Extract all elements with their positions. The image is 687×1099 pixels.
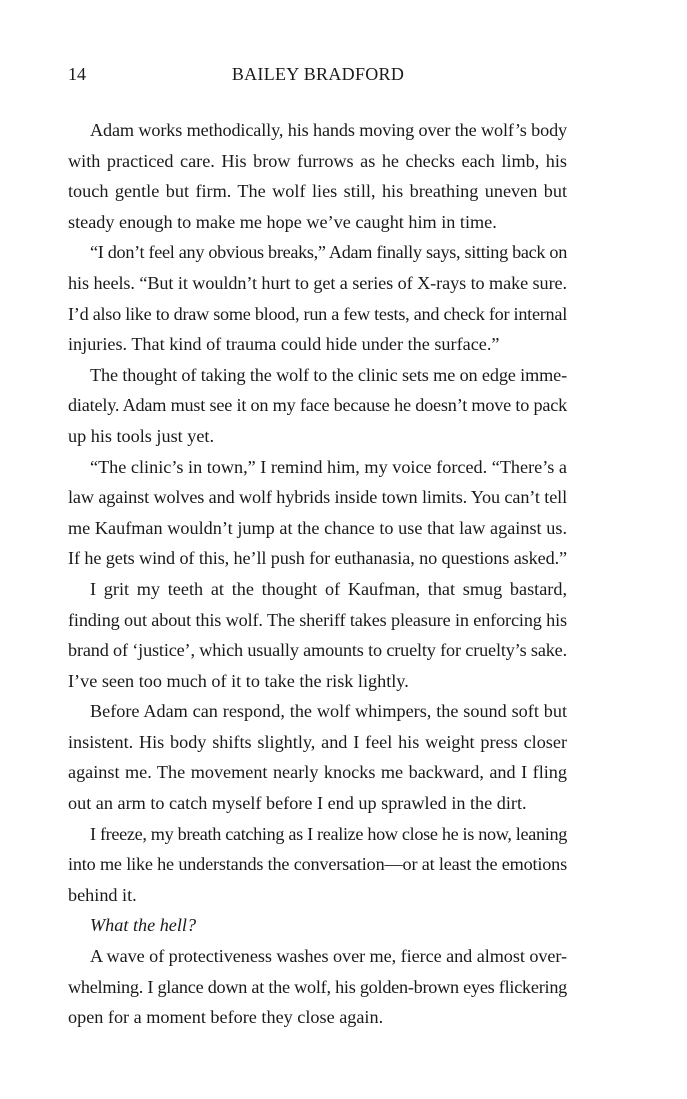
text-line: behind it. xyxy=(68,884,137,905)
text-line: brand of ‘justice’, which usually amounts to cruelty for cruelty’s sake. xyxy=(68,640,567,661)
paragraph xyxy=(68,115,567,237)
text-line: “The clinic’s in town,” I remind him, my voice forced. “There’s a xyxy=(90,456,567,477)
text-line: steady enough to make me hope we’ve caught him in time. xyxy=(68,211,497,232)
text-line: open for a moment before they close again. xyxy=(68,1007,384,1028)
text-line: whelming. I glance down at the wolf, his golden-brown eyes flickering xyxy=(68,976,568,997)
text-line: his heels. “But it wouldn’t hurt to get a series of X-rays to make sure. xyxy=(68,272,568,293)
text-line: insistent. His body shifts slightly, and I feel his weight press closer xyxy=(68,731,567,752)
text-line: diately. Adam must see it on my face because he doesn’t move to pack xyxy=(68,395,567,416)
paragraph xyxy=(68,910,567,941)
page-number: 14 xyxy=(68,64,86,84)
text-line: “I don’t feel any obvious breaks,” Adam finally says, sitting back on xyxy=(90,242,568,263)
text-line: finding out about this wolf. The sheriff takes pleasure in enforcing his xyxy=(68,609,567,630)
running-head-author: BAILEY BRADFORD xyxy=(231,64,405,84)
text-line: with practiced care. His brow furrows as he checks each limb, his xyxy=(68,150,567,171)
paragraph xyxy=(68,452,567,574)
text-line: If he gets wind of this, he’ll push for euthanasia, no questions asked.” xyxy=(68,548,567,569)
text-line: against me. The movement nearly knocks me backward, and I fling xyxy=(68,762,567,783)
text-line: I grit my teeth at the thought of Kaufman, that smug bastard, xyxy=(90,578,567,599)
paragraph xyxy=(68,574,567,696)
text-line: Adam works methodically, his hands moving over the wolf’s body xyxy=(90,120,568,140)
text-line: I’d also like to draw some blood, run a few tests, and check for internal xyxy=(68,303,567,324)
text-line: I freeze, my breath catching as I realize how close he is now, leaning xyxy=(90,823,567,844)
text-line: A wave of protectiveness washes over me, fierce and almost over- xyxy=(90,946,568,967)
text-line: I’ve seen too much of it to take the risk lightly. xyxy=(68,670,409,691)
text-line: into me like he understands the conversation—or at least the emotions xyxy=(68,854,567,875)
text-line: touch gentle but firm. The wolf lies still, his breathing uneven but xyxy=(68,181,567,202)
text-line: Before Adam can respond, the wolf whimpers, the sound soft but xyxy=(90,701,567,722)
text-line: The thought of taking the wolf to the clinic sets me on edge imme- xyxy=(90,364,568,385)
text-line: law against wolves and wolf hybrids inside town limits. You can’t tell xyxy=(68,487,568,508)
paragraph xyxy=(68,237,567,359)
text-line: up his tools just yet. xyxy=(68,425,215,446)
text-line: out an arm to catch myself before I end up sprawled in the dirt. xyxy=(68,793,527,814)
body-text xyxy=(68,115,567,1033)
page-header xyxy=(68,62,568,86)
paragraph xyxy=(68,696,567,818)
text-line: injuries. That kind of trauma could hide under the surface.” xyxy=(68,334,500,355)
paragraph xyxy=(68,819,567,911)
paragraph xyxy=(68,360,567,452)
text-line: me Kaufman wouldn’t jump at the chance to use that law against us. xyxy=(68,517,567,538)
paragraph xyxy=(68,941,567,1033)
text-line: What the hell? xyxy=(90,915,197,936)
